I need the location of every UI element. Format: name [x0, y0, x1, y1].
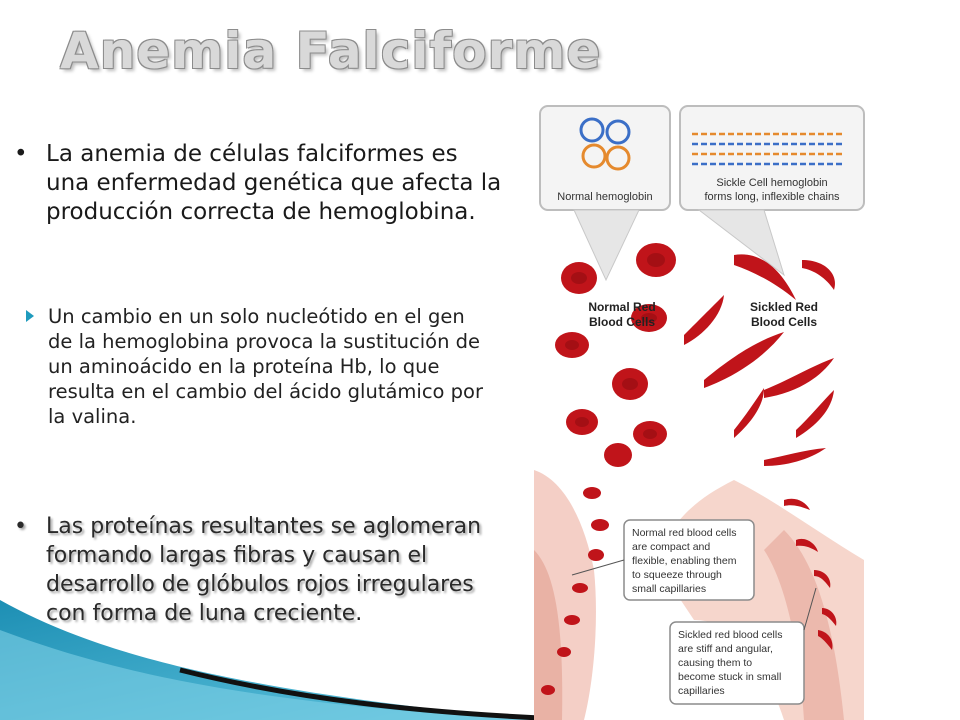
sub-bullet: [26, 304, 486, 429]
sickled-red-blood-cells: [684, 254, 835, 466]
sub-bullet-text: Un cambio en un solo nucleótido en el gen de la hemoglobina provoca la sustitución de un aminoácido en la proteína Hb, lo que resulta en el cambio del ácido glutámico por la valina.: [48, 305, 483, 428]
callout2-line-4: become stuck in small: [678, 671, 782, 683]
callout1-line-5: small capillaries: [632, 583, 707, 595]
callout2-line-3: causing them to: [678, 657, 753, 669]
bullet-dot: •: [14, 141, 28, 167]
normal-hemoglobin-label: Normal hemoglobin: [557, 191, 653, 203]
callout2-line-1: Sickled red blood cells: [678, 629, 783, 641]
sickle-hemoglobin-label-1: Sickle Cell hemoglobin: [716, 177, 828, 189]
sickled-rbc-label-2: Blood Cells: [750, 315, 818, 329]
callout1-line-1: Normal red blood cells: [632, 527, 737, 539]
sickle-hemoglobin-label-2: forms long, inflexible chains: [704, 191, 840, 203]
callout1-line-4: to squeeze through: [632, 569, 722, 581]
sickle-cell-illustration: [534, 100, 874, 720]
arrow-bullet-icon: [26, 310, 34, 322]
second-bullet-text: Las proteínas resultantes se aglomeran formando largas fibras y causan el desarrollo de glóbulos rojos irregulares con forma de luna creciente.: [46, 514, 482, 626]
page-title: Anemia Falciforme: [60, 22, 602, 80]
second-bullet: [14, 512, 504, 628]
bullet-dot: •: [14, 514, 27, 539]
callout1-line-3: flexible, enabling them: [632, 555, 737, 567]
sickled-rbc-label-1: Sickled Red: [749, 300, 819, 314]
callout1-line-2: are compact and: [632, 541, 711, 553]
normal-rbc-label-1: Normal Red: [588, 300, 656, 314]
normal-rbc-label-2: Blood Cells: [588, 315, 656, 329]
main-bullet: [14, 140, 504, 227]
main-bullet-text: La anemia de células falciformes es una enfermedad genética que afecta la producción correcta de hemoglobina.: [46, 141, 502, 225]
callout2-line-5: capillaries: [678, 685, 725, 697]
callout2-line-2: are stiff and angular,: [678, 643, 773, 655]
